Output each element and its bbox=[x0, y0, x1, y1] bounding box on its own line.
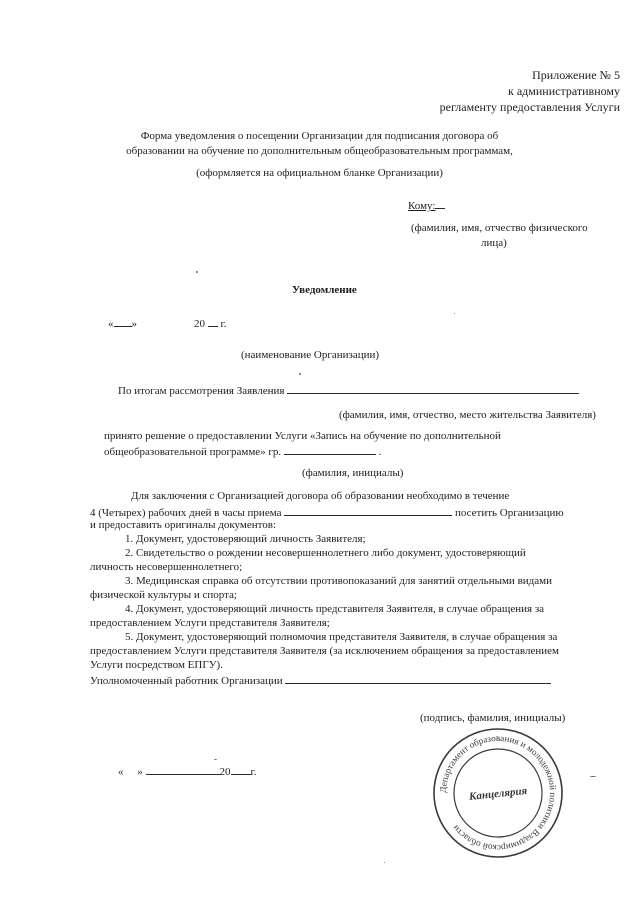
notice-title: Уведомление bbox=[292, 284, 357, 296]
document-item-2-cont: личность несовершеннолетнего; bbox=[90, 561, 243, 573]
instructions-line1: Для заключения с Организацией договора об образовании необходимо в течение bbox=[131, 490, 510, 502]
citizen-field[interactable] bbox=[284, 443, 376, 455]
scan-speck bbox=[214, 759, 217, 760]
reception-hours-field[interactable] bbox=[284, 504, 452, 516]
document-item-3-cont: физической культуры и спорта; bbox=[90, 589, 237, 601]
document-item-5-cont: предоставлением Услуги представителя Заявителя (за исключением обращения за предоставлением bbox=[90, 645, 559, 657]
document-item-5: 5. Документ, удостоверяющий полномочия представителя Заявителя, в случае обращения за bbox=[125, 631, 558, 643]
instructions-line3: и предоставить оригиналы документов: bbox=[90, 519, 277, 531]
form-title-line2: образовании на обучение по дополнительным общеобразовательным программам, bbox=[126, 145, 513, 157]
date-bottom: « » 20 г. bbox=[118, 763, 257, 779]
date-top-year-field[interactable] bbox=[208, 315, 218, 327]
org-name-hint: (наименование Организации) bbox=[241, 349, 380, 361]
document-item-1: 1. Документ, удостоверяющий личность Заявителя; bbox=[125, 533, 366, 545]
form-title-note: (оформляется на официальном бланке Организации) bbox=[196, 167, 443, 179]
stamp-center-text: Канцелярия bbox=[468, 784, 528, 804]
document-item-4: 4. Документ, удостоверяющий личность представителя Заявителя, в случае обращения за bbox=[125, 603, 545, 615]
date-bottom-day-month-field[interactable] bbox=[146, 763, 220, 775]
scan-speck bbox=[384, 862, 385, 863]
signature-hint: (подпись, фамилия, инициалы) bbox=[420, 712, 566, 724]
decision-hint: (фамилия, инициалы) bbox=[302, 467, 404, 479]
signature-row: Уполномоченный работник Организации bbox=[90, 672, 551, 688]
appendix-line3: регламенту предоставления Услуги bbox=[439, 100, 620, 114]
stamp-ring-text: Департамент образования и молодежной политики Владимирской области bbox=[437, 732, 559, 854]
decision-line1: принято решение о предоставлении Услуги «Запись на обучение по дополнительной bbox=[104, 430, 501, 442]
scan-speck bbox=[454, 313, 455, 314]
date-top-day-field[interactable] bbox=[114, 315, 132, 327]
signature-field[interactable] bbox=[285, 672, 551, 684]
document-item-2: 2. Свидетельство о рождении несовершеннолетнего либо документ, удостоверяющий bbox=[125, 547, 526, 559]
recipient-label: Кому: bbox=[408, 197, 445, 213]
document-item-4-cont: предоставлением Услуги представителя Заявителя; bbox=[90, 617, 330, 629]
recipient-field[interactable] bbox=[435, 197, 445, 209]
date-bottom-year-field[interactable] bbox=[231, 763, 251, 775]
recipient-hint-line2: лица) bbox=[481, 237, 507, 249]
decision-line2: общеобразовательной программе» гр. . bbox=[104, 443, 381, 459]
scan-speck bbox=[299, 373, 301, 375]
scan-speck bbox=[590, 776, 596, 777]
document-item-5-cont2: Услуги посредством ЕПГУ). bbox=[90, 659, 223, 671]
scan-speck bbox=[196, 271, 198, 273]
instructions-line2: 4 (Четырех) рабочих дней в часы приема посетить Организацию bbox=[90, 504, 564, 520]
result-row: По итогам рассмотрения Заявления bbox=[118, 382, 579, 398]
appendix-number: Приложение № 5 bbox=[532, 68, 620, 82]
date-top-year: 20 г. bbox=[194, 315, 227, 331]
result-hint: (фамилия, имя, отчество, место жительства Заявителя) bbox=[339, 409, 596, 421]
form-title-line1: Форма уведомления о посещении Организации для подписания договора об bbox=[140, 130, 499, 142]
appendix-line2: к административному bbox=[508, 84, 620, 98]
document-item-3: 3. Медицинская справка об отсутствии противопоказаний для занятий отдельными видами bbox=[125, 575, 552, 587]
applicant-field[interactable] bbox=[287, 382, 579, 394]
recipient-hint-line1: (фамилия, имя, отчество физического bbox=[411, 222, 588, 234]
date-top: « » bbox=[108, 315, 137, 331]
office-stamp bbox=[430, 725, 566, 861]
